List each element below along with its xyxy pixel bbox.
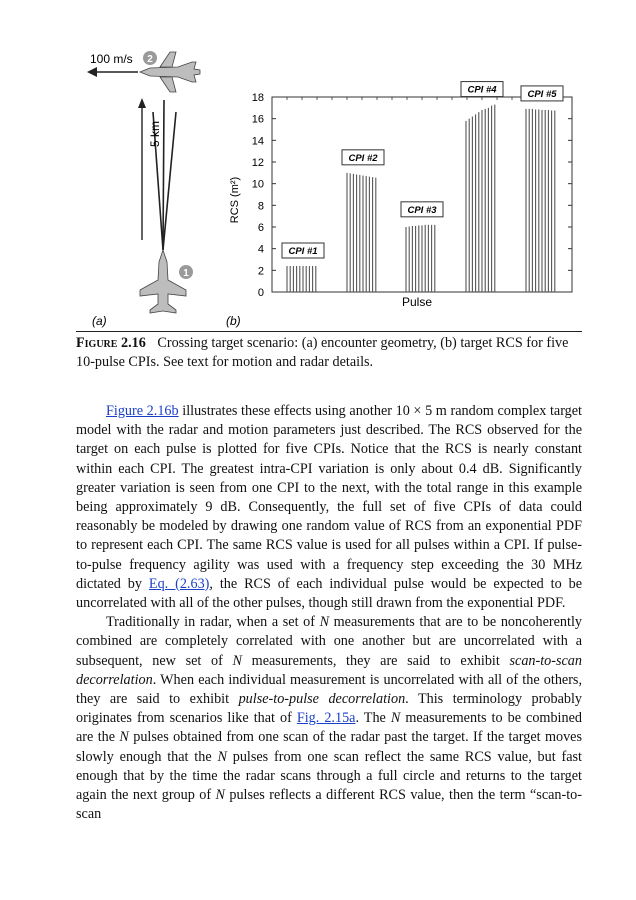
- p2-t5: . This terminology probably originates from scenarios like that of: [76, 691, 582, 727]
- p2-n3: N: [390, 710, 401, 727]
- figure-caption: [76, 334, 580, 372]
- term-pulse-to-pulse: pulse-to-pulse decorrelation: [238, 691, 406, 708]
- p2-t10: pulses reflects a different RCS value, then the term “scan-to-scan: [76, 787, 582, 823]
- cpi-label: CPI #4: [467, 84, 497, 96]
- distance-arrowhead-icon: [138, 98, 146, 108]
- p2-t8: pulses obtained from one scan of the radar past the target. If the target moves slowly enough that the: [76, 729, 582, 765]
- p2-t9: pulses from one scan reflect the same RCS value, but fast enough that by the time the radar scans through a full circle and returns to the target again the next group of: [76, 748, 582, 804]
- p2-n2: N: [232, 652, 242, 669]
- x-axis-label: Pulse: [401, 295, 433, 309]
- paragraph-1: [76, 402, 582, 613]
- y-tick-label: 8: [257, 200, 264, 213]
- y-tick-label: 18: [251, 92, 264, 104]
- panel-a-label: (a): [92, 314, 107, 328]
- panel-a: [87, 51, 200, 328]
- cpi-label: CPI #5: [527, 88, 557, 100]
- p2-n1: N: [319, 614, 330, 631]
- panel-b-label: (b): [226, 314, 241, 328]
- marker-1-label: 1: [183, 268, 189, 279]
- eq-2-63-link[interactable]: Eq. (2.63): [148, 575, 210, 592]
- y-tick-label: 10: [251, 178, 264, 191]
- term-scan-to-scan: scan-to-scan decorrelation: [76, 652, 582, 688]
- p2-n6: N: [215, 787, 225, 804]
- p2-t3: measurements, they are said to exhibit: [242, 652, 510, 669]
- caption-number: 2.16: [121, 335, 146, 351]
- p2-n5: N: [217, 748, 227, 765]
- panel-b-chart: [226, 82, 572, 328]
- y-tick-label: 2: [257, 265, 264, 278]
- distance-label: 5 km: [148, 120, 162, 148]
- paragraph-2: [76, 613, 582, 824]
- velocity-arrowhead-icon: [87, 67, 97, 77]
- p2-t7: measurements to be combined are the: [76, 710, 582, 746]
- cpi-label: CPI #3: [407, 204, 437, 216]
- marker-2-label: 2: [147, 54, 153, 65]
- cpi-label: CPI #1: [288, 246, 318, 257]
- paragraph-1-text-a: illustrates these effects using another 10 × 5 m random complex target model with the radar and motion parameters just described. The RCS observed for the target on each pulse is plotted for five CPIs. Notice that the RCS is nearly constant within each CPI. The greatest intra-CPI variation is only about 0.4 dB. Significantly greater variation is seen from one CPI to the next, with the total range in this example being approximately 9 dB. Consequently, the full set of five CPIs of data could reasonably be modeled by drawing one random value of RCS from an exponential PDF to represent each CPI. The same RCS value is used for all pulses within a CPI. If pulse-to-pulse frequency agility was used with a frequency step exceeding the 30 MHz dictated by: [76, 403, 582, 592]
- figure-2-16: [0, 0, 636, 330]
- y-tick-label: 12: [251, 157, 264, 169]
- p2-n4: N: [119, 729, 129, 746]
- p2-t1: Traditionally in radar, when a set of: [106, 614, 320, 631]
- y-tick-label: 4: [257, 243, 264, 256]
- radar-aircraft-icon: [140, 250, 186, 313]
- y-axis-label: RCS (m²): [229, 176, 241, 224]
- p2-t2: measurements that are to be noncoherently combined are completely correlated with one another but are uncorrelated with a subsequent, new set of: [76, 614, 582, 669]
- caption-label: Figure: [76, 335, 118, 351]
- body-text: [76, 402, 582, 824]
- figure-2-16b-link[interactable]: Figure 2.16b: [106, 403, 179, 419]
- caption-rule: [76, 331, 582, 332]
- y-tick-label: 0: [257, 287, 264, 299]
- y-tick-label: 16: [251, 113, 264, 126]
- p2-t6: . The: [355, 710, 391, 727]
- velocity-label: 100 m/s: [90, 52, 133, 66]
- fig-2-15a-link[interactable]: Fig. 2.15a: [296, 710, 356, 727]
- cpi-label: CPI #2: [348, 152, 378, 164]
- y-tick-label: 6: [257, 222, 264, 234]
- caption-text: Crossing target scenario: (a) encounter geometry, (b) target RCS for five 10-pulse CPIs. See text for motion and radar details.: [76, 335, 569, 370]
- line-of-sight-center: [163, 100, 164, 250]
- p2-t4: . When each individual measurement is uncorrelated with all of the others, they are said to exhibit: [76, 671, 582, 708]
- line-of-sight-right: [163, 112, 176, 250]
- paragraph-1-text-b: , the RCS of each individual pulse would be expected to be uncorrelated with all of the other pulses, though still drawn from the exponential PDF.: [76, 575, 583, 612]
- y-tick-label: 14: [251, 135, 264, 148]
